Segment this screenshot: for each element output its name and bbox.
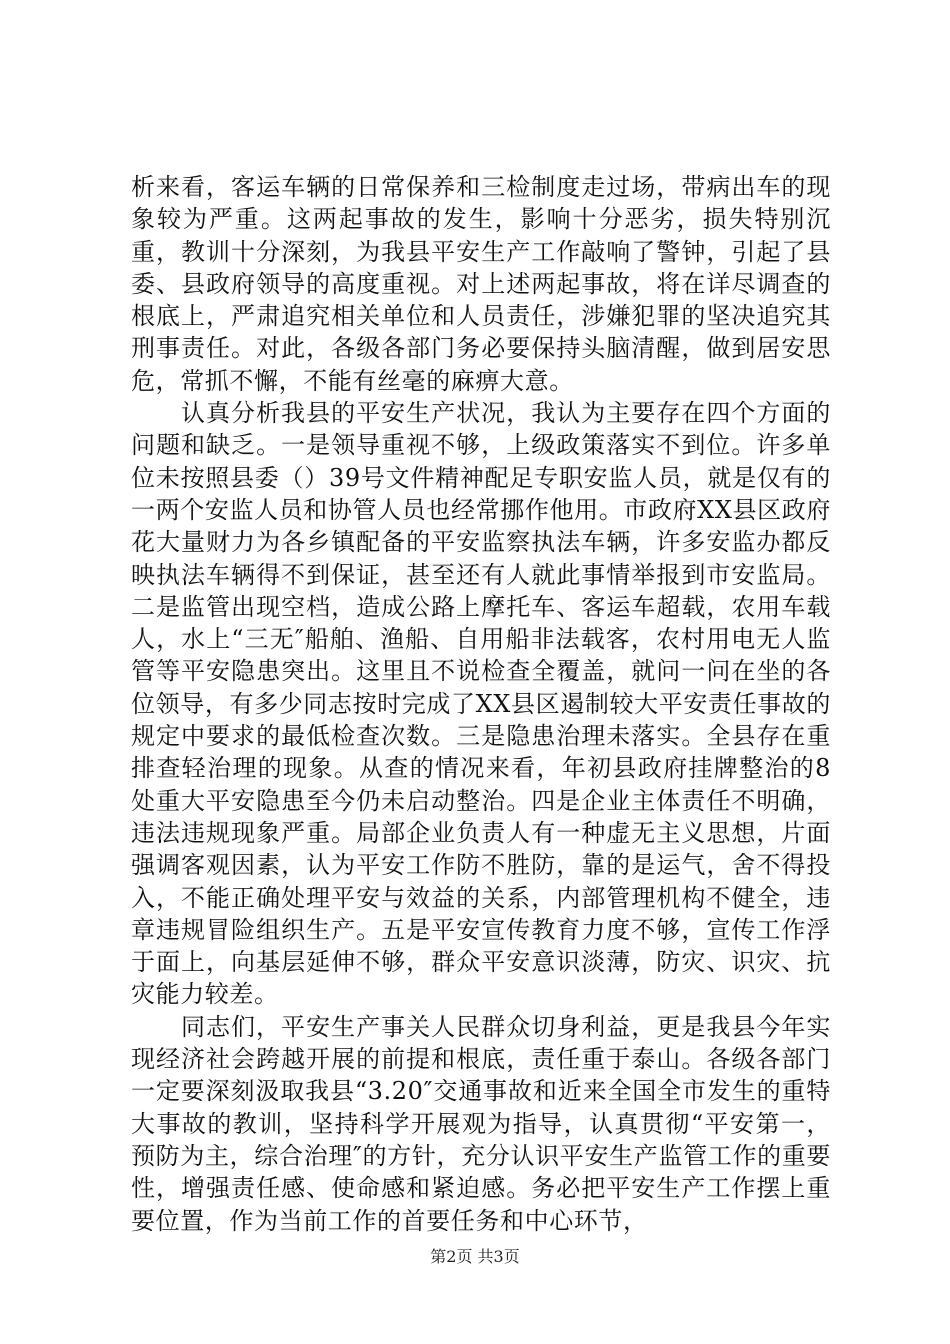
paragraph-3: 同志们，平安生产事关人民群众切身利益，更是我县今年实现经济社会跨越开展的前提和根底，责任重于泰山。各级各部门一定要深刻汲取我县“3.20″交通事故和近来全国全市发生的重特大事故的教训，坚持科学开展观为指导，认真贯彻“平安第一，预防为主，综合治理″的方针，充分认识平安生产监管工作的重要性，增强责任感、使命感和紧迫感。务必把平安生产工作摆上重要位置，作为当前工作的首要任务和中心环节，	[131, 1012, 831, 1235]
paragraph-2: 认真分析我县的平安生产状况，我认为主要存在四个方面的问题和缺乏。一是领导重视不够，上级政策落实不到位。许多单位未按照县委（）39号文件精神配足专职安监人员，就是仅有的一两个安监人员和协管人员也经常挪作他用。市政府XX县区政府花大量财力为各乡镇配备的平安监察执法车辆，许多安监办都反映执法车辆得不到保证，甚至还有人就此事情举报到市安监局。二是监管出现空档，造成公路上摩托车、客运车超载，农用车载人，水上“三无″船舶、渔船、自用船非法载客，农村用电无人监管等平安隐患突出。这里且不说检查全覆盖，就问一问在坐的各位领导，有多少同志按时完成了XX县区遏制较大平安责任事故的规定中要求的最低检查次数。三是隐患治理未落实。全县存在重排查轻治理的现象。从查的情况来看，年初县政府挂牌整治的8处重大平安隐患至今仍未启动整治。四是企业主体责任不明确，违法违规现象严重。局部企业负责人有一种虚无主义思想，片面强调客观因素，认为平安工作防不胜防，靠的是运气，舍不得投入，不能正确处理平安与效益的关系，内部管理机构不健全，违章违规冒险组织生产。五是平安宣传教育力度不够，宣传工作浮于面上，向基层延伸不够，群众平安意识淡薄，防灾、识灾、抗灾能力较差。	[131, 399, 831, 1009]
page-number: 第2页 共3页	[430, 1247, 520, 1266]
page-footer	[0, 1244, 950, 1267]
document-body	[131, 171, 831, 1237]
paragraph-1: 析来看，客运车辆的日常保养和三检制度走过场，带病出车的现象较为严重。这两起事故的发生，影响十分恶劣，损失特别沉重，教训十分深刻，为我县平安生产工作敲响了警钟，引起了县委、县政府领导的高度重视。对上述两起事故，将在详尽调查的根底上，严肃追究相关单位和人员责任，涉嫌犯罪的坚决追究其刑事责任。对此，各级各部门务必要保持头脑清醒，做到居安思危，常抓不懈，不能有丝毫的麻痹大意。	[131, 173, 831, 395]
